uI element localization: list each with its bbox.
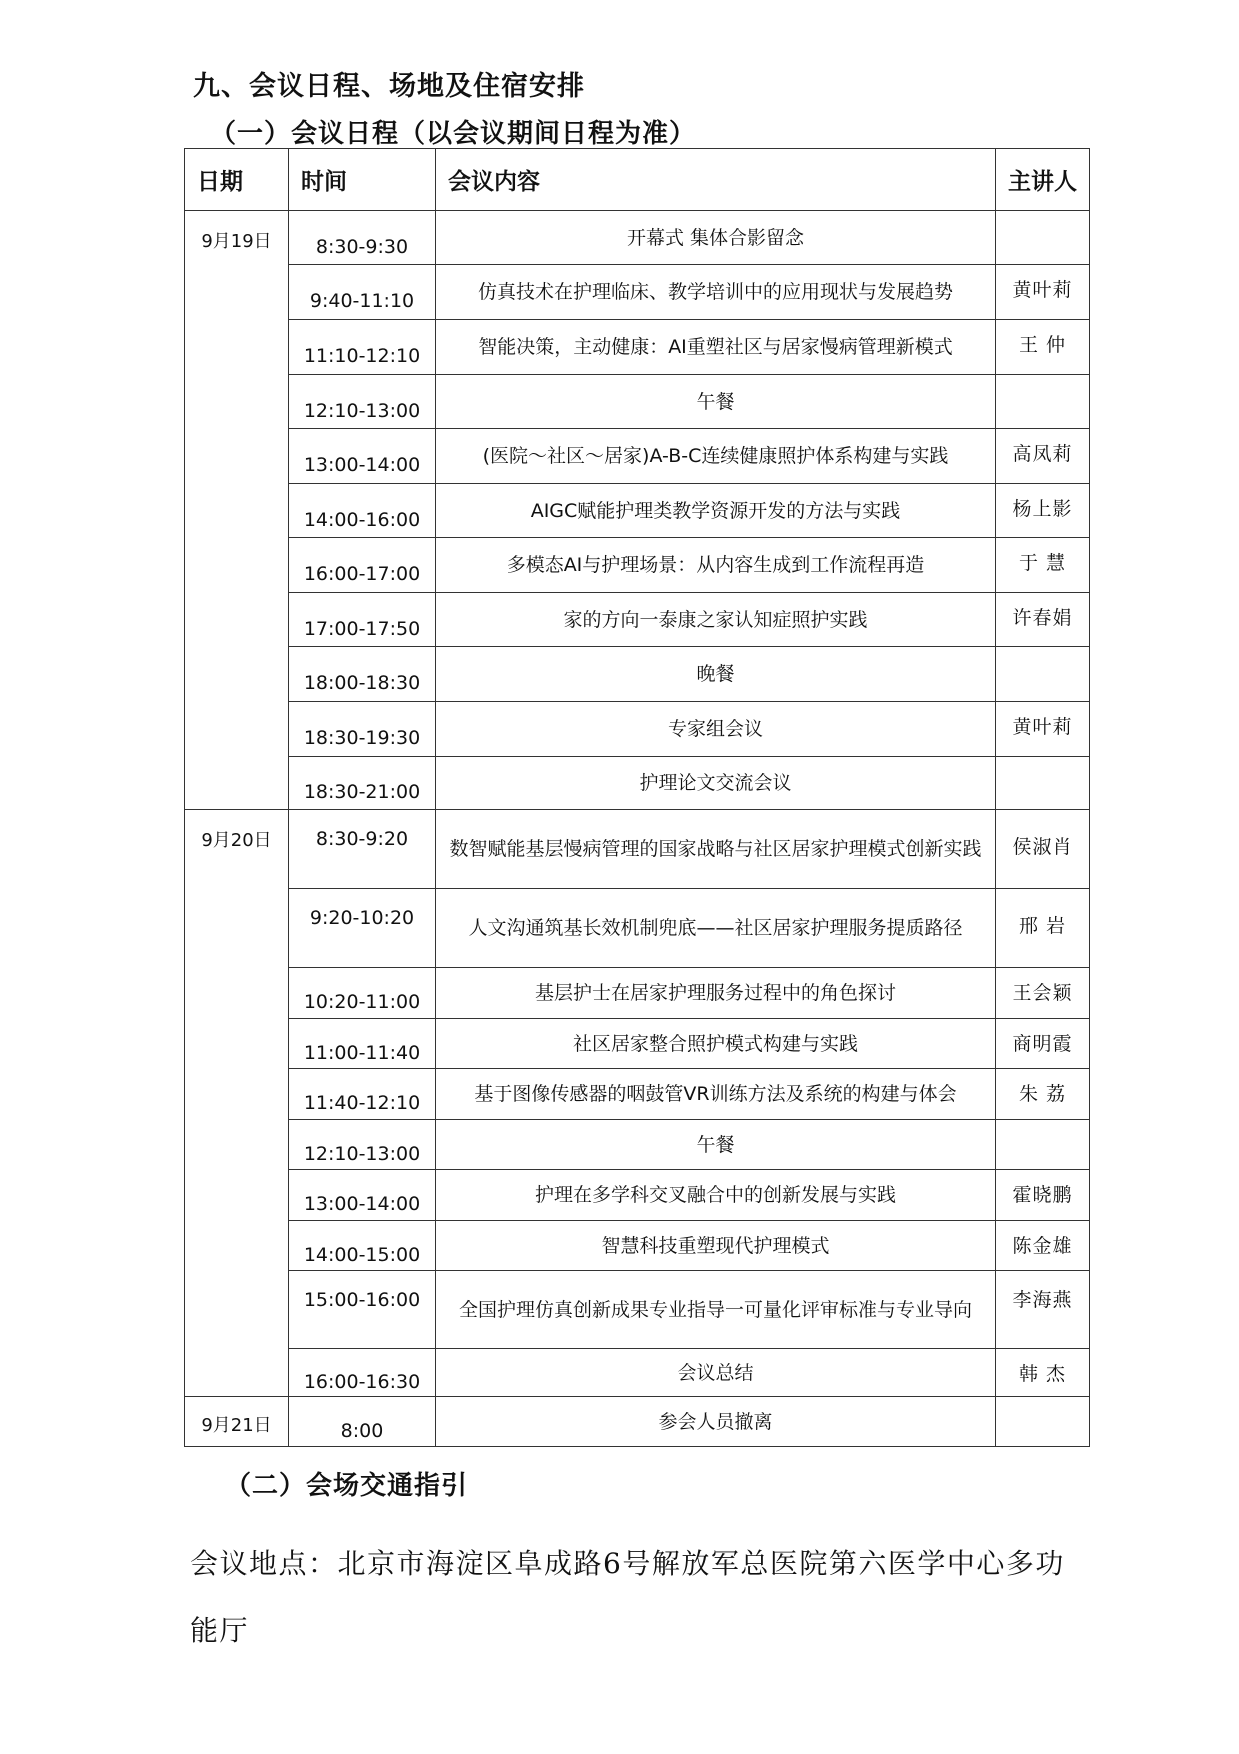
table-row (185, 647, 1090, 702)
header-date: 日期 (185, 149, 289, 211)
table-row (185, 810, 1090, 889)
content-cell: 智能决策，主动健康：AI重塑社区与居家慢病管理新模式 (436, 320, 996, 375)
speaker-cell: 黄叶莉 (996, 702, 1090, 757)
speaker-cell: 侯淑肖 (996, 810, 1090, 889)
time-cell: 18:30-19:30 (289, 702, 436, 757)
speaker-cell (996, 375, 1090, 429)
speaker-cell: 邢 岩 (996, 889, 1090, 968)
time-cell: 18:30-21:00 (289, 757, 436, 810)
table-row (185, 593, 1090, 647)
time-cell: 14:00-16:00 (289, 484, 436, 538)
header-time: 时间 (289, 149, 436, 211)
time-cell: 11:40-12:10 (289, 1069, 436, 1120)
table-row (185, 1120, 1090, 1170)
content-cell: AIGC赋能护理类教学资源开发的方法与实践 (436, 484, 996, 538)
content-cell: 专家组会议 (436, 702, 996, 757)
table-row (185, 320, 1090, 375)
speaker-cell: 王会颖 (996, 968, 1090, 1019)
speaker-cell (996, 647, 1090, 702)
speaker-cell: 商明霞 (996, 1019, 1090, 1069)
table-row (185, 1271, 1090, 1349)
content-cell: 护理论文交流会议 (436, 757, 996, 810)
content-cell: 会议总结 (436, 1349, 996, 1397)
table-row (185, 757, 1090, 810)
time-cell: 9:20-10:20 (289, 889, 436, 968)
time-cell: 15:00-16:00 (289, 1271, 436, 1349)
time-cell: 12:10-13:00 (289, 1120, 436, 1170)
table-row (185, 429, 1090, 484)
table-header-row (185, 149, 1090, 211)
speaker-cell: 韩 杰 (996, 1349, 1090, 1397)
table-row (185, 1069, 1090, 1120)
date-cell: 9月19日 (185, 211, 289, 810)
venue-address: 会议地点：北京市海淀区阜成路6号解放军总医院第六医学中心多功能厅 (190, 1547, 1065, 1647)
schedule-table (184, 148, 1090, 1447)
section-heading-schedule: （一）会议日程（以会议期间日程为准） (210, 119, 697, 149)
content-cell: 家的方向一泰康之家认知症照护实践 (436, 593, 996, 647)
content-cell: 基于图像传感器的咽鼓管VR训练方法及系统的构建与体会 (436, 1069, 996, 1120)
schedule-body (185, 211, 1090, 1447)
time-cell: 17:00-17:50 (289, 593, 436, 647)
content-cell: 智慧科技重塑现代护理模式 (436, 1221, 996, 1271)
speaker-cell: 于 慧 (996, 538, 1090, 593)
time-cell: 9:40-11:10 (289, 265, 436, 320)
speaker-cell: 许春娟 (996, 593, 1090, 647)
speaker-cell: 朱 荔 (996, 1069, 1090, 1120)
speaker-cell: 杨上影 (996, 484, 1090, 538)
time-cell: 14:00-15:00 (289, 1221, 436, 1271)
content-cell: 午餐 (436, 375, 996, 429)
speaker-cell: 陈金雄 (996, 1221, 1090, 1271)
time-cell: 11:00-11:40 (289, 1019, 436, 1069)
speaker-cell (996, 757, 1090, 810)
table-row (185, 484, 1090, 538)
content-cell: (医院～社区～居家)A-B-C连续健康照护体系构建与实践 (436, 429, 996, 484)
table-row (185, 889, 1090, 968)
content-cell: 数智赋能基层慢病管理的国家战略与社区居家护理模式创新实践 (436, 810, 996, 889)
table-row (185, 1221, 1090, 1271)
table-row (185, 1019, 1090, 1069)
content-cell: 晚餐 (436, 647, 996, 702)
table-row (185, 968, 1090, 1019)
time-cell: 18:00-18:30 (289, 647, 436, 702)
content-cell: 午餐 (436, 1120, 996, 1170)
time-cell: 11:10-12:10 (289, 320, 436, 375)
table-row (185, 265, 1090, 320)
speaker-cell: 霍晓鹏 (996, 1170, 1090, 1221)
speaker-cell: 黄叶莉 (996, 265, 1090, 320)
content-cell: 参会人员撤离 (436, 1397, 996, 1447)
time-cell: 8:00 (289, 1397, 436, 1447)
content-cell: 社区居家整合照护模式构建与实践 (436, 1019, 996, 1069)
content-cell: 基层护士在居家护理服务过程中的角色探讨 (436, 968, 996, 1019)
content-cell: 护理在多学科交叉融合中的创新发展与实践 (436, 1170, 996, 1221)
time-cell: 12:10-13:00 (289, 375, 436, 429)
table-row (185, 1170, 1090, 1221)
date-cell: 9月21日 (185, 1397, 289, 1447)
table-row (185, 1349, 1090, 1397)
time-cell: 8:30-9:20 (289, 810, 436, 889)
speaker-cell (996, 1120, 1090, 1170)
speaker-cell (996, 1397, 1090, 1447)
time-cell: 16:00-17:00 (289, 538, 436, 593)
content-cell: 多模态AI与护理场景：从内容生成到工作流程再造 (436, 538, 996, 593)
header-content: 会议内容 (436, 149, 996, 211)
speaker-cell: 李海燕 (996, 1271, 1090, 1349)
header-speaker: 主讲人 (996, 149, 1090, 211)
table-row (185, 702, 1090, 757)
time-cell: 10:20-11:00 (289, 968, 436, 1019)
content-cell: 全国护理仿真创新成果专业指导一可量化评审标准与专业导向 (436, 1271, 996, 1349)
time-cell: 8:30-9:30 (289, 211, 436, 265)
time-cell: 16:00-16:30 (289, 1349, 436, 1397)
table-row (185, 1397, 1090, 1447)
time-cell: 13:00-14:00 (289, 429, 436, 484)
content-cell: 开幕式 集体合影留念 (436, 211, 996, 265)
table-row (185, 538, 1090, 593)
table-row (185, 211, 1090, 265)
speaker-cell (996, 211, 1090, 265)
content-cell: 人文沟通筑基长效机制兜底——社区居家护理服务提质路径 (436, 889, 996, 968)
page-title: 九、会议日程、场地及住宿安排 (193, 71, 585, 102)
date-cell: 9月20日 (185, 810, 289, 1397)
time-cell: 13:00-14:00 (289, 1170, 436, 1221)
speaker-cell: 王 仲 (996, 320, 1090, 375)
table-row (185, 375, 1090, 429)
section-heading-transport: （二）会场交通指引 (225, 1471, 469, 1501)
content-cell: 仿真技术在护理临床、教学培训中的应用现状与发展趋势 (436, 265, 996, 320)
speaker-cell: 高凤莉 (996, 429, 1090, 484)
